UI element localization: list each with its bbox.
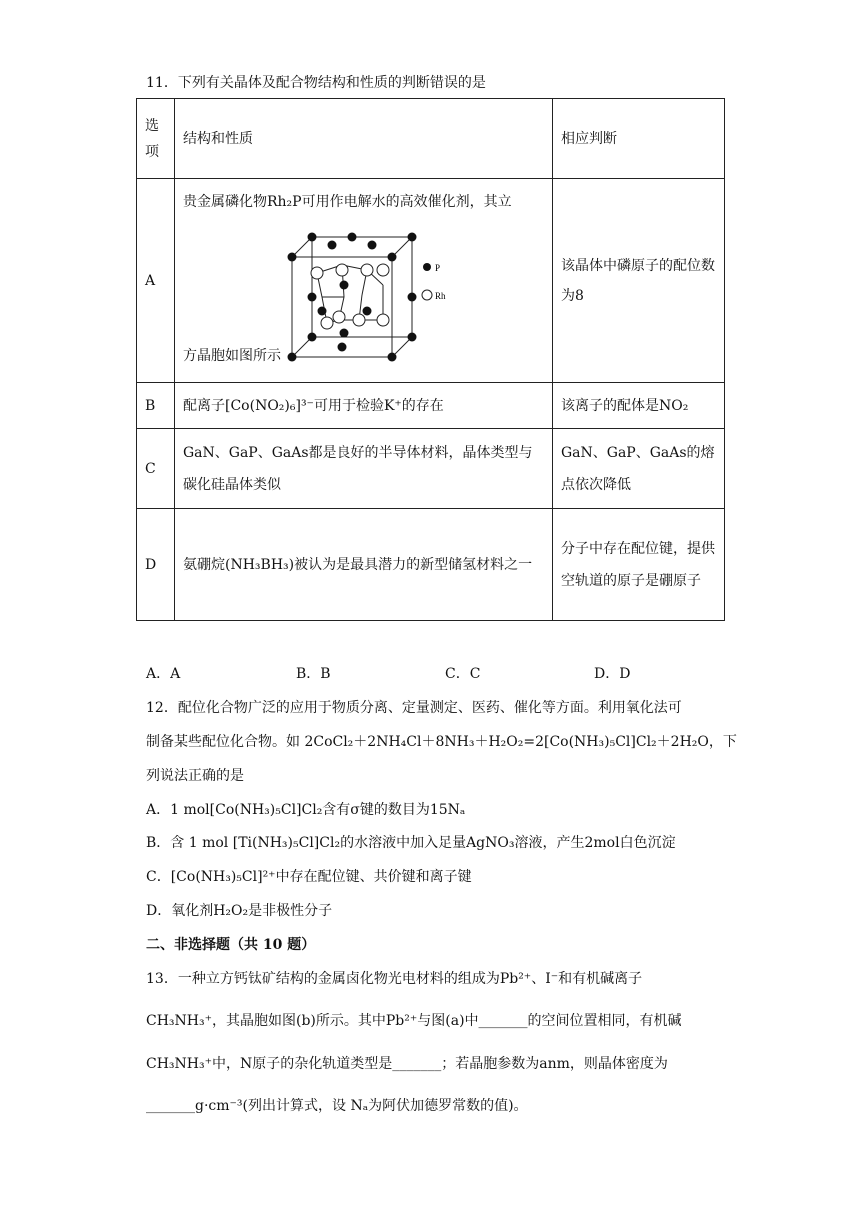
row-d-option: D xyxy=(137,509,175,621)
q12-stem-3: 列说法正确的是 xyxy=(146,768,244,784)
q13-line-1: 13．一种立方钙钛矿结构的金属卤化物光电材料的组成为Pb²⁺、I⁻和有机碱离子 xyxy=(146,971,643,987)
q11-choice-d: D．D xyxy=(594,666,631,682)
legend-p-label: P xyxy=(435,263,441,273)
q11-stem: 11．下列有关晶体及配合物结构和性质的判断错误的是 xyxy=(146,75,486,91)
row-c-option: C xyxy=(137,429,175,509)
row-a-text-bottom: 方晶胞如图所示 xyxy=(183,348,281,364)
section-title: 二、非选择题（共 10 题） xyxy=(146,937,316,953)
header-option: 选项 xyxy=(137,99,175,179)
q11-choice-c: C．C xyxy=(445,666,481,682)
q12-option-a: A．1 mol[Co(NH₃)₅Cl]Cl₂含有σ键的数目为15Nₐ xyxy=(146,802,466,818)
q12-stem-2: 制备某些配位化合物。如 2CoCl₂＋2NH₄Cl＋8NH₃＋H₂O₂=2[Co(NH₃)₅Cl]Cl₂＋2H₂O，下 xyxy=(146,734,737,750)
legend-rh-label: Rh xyxy=(435,291,446,301)
q12-option-c: C．[Co(NH₃)₅Cl]²⁺中存在配位键、共价键和离子键 xyxy=(146,869,472,885)
row-b-option: B xyxy=(137,383,175,429)
q12-option-d: D．氧化剂H₂O₂是非极性分子 xyxy=(146,903,333,919)
row-c-structure: GaN、GaP、GaAs都是良好的半导体材料，晶体类型与碳化硅晶体类似 xyxy=(175,429,553,509)
q13-line-2: CH₃NH₃⁺，其晶胞如图(b)所示。其中Pb²⁺与图(a)中_______的空间位置相同，有机碱 xyxy=(146,1013,682,1029)
header-structure: 结构和性质 xyxy=(175,99,553,179)
row-b-structure: 配离子[Co(NO₂)₆]³⁻可用于检验K⁺的存在 xyxy=(175,383,553,429)
q12-option-b: B．含 1 mol [Ti(NH₃)₅Cl]Cl₂的水溶液中加入足量AgNO₃溶液，产生2mol白色沉淀 xyxy=(146,835,676,851)
row-a-option: A xyxy=(137,179,175,383)
row-d-judgement: 分子中存在配位键，提供空轨道的原子是硼原子 xyxy=(553,509,725,621)
row-a-judgement: 该晶体中磷原子的配位数为8 xyxy=(553,179,725,383)
q13-line-4: _______g·cm⁻³(列出计算式，设 Nₐ为阿伏加德罗常数的值)。 xyxy=(146,1098,528,1114)
row-a-text-top: 贵金属磷化物Rh₂P可用作电解水的高效催化剂，其立 xyxy=(183,194,512,210)
q12-stem-1: 12．配位化合物广泛的应用于物质分离、定量测定、医药、催化等方面。利用氧化法可 xyxy=(146,700,682,716)
q11-choice-b: B．B xyxy=(296,666,331,682)
row-d-structure: 氨硼烷(NH₃BH₃)被认为是最具潜力的新型储氢材料之一 xyxy=(175,509,553,621)
header-judgement: 相应判断 xyxy=(553,99,725,179)
rh2p-unit-cell-diagram xyxy=(287,225,467,365)
q11-choice-a: A．A xyxy=(146,666,181,682)
row-c-judgement: GaN、GaP、GaAs的熔点依次降低 xyxy=(553,429,725,509)
row-b-judgement: 该离子的配体是NO₂ xyxy=(553,383,725,429)
q13-line-3: CH₃NH₃⁺中，N原子的杂化轨道类型是_______；若晶胞参数为anm，则晶体密度为 xyxy=(146,1056,668,1072)
